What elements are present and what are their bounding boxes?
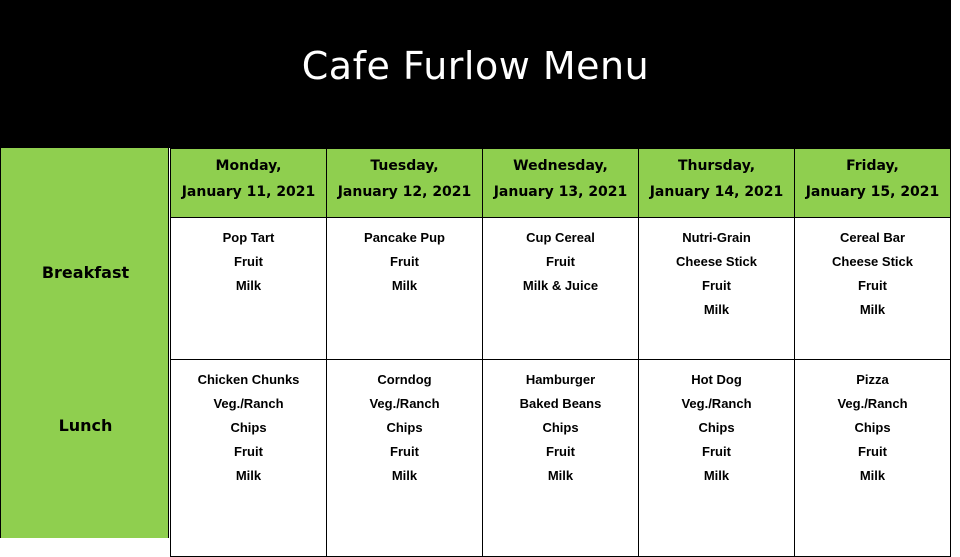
breakfast-cell-monday [171, 218, 327, 360]
menu-item: Milk [547, 468, 574, 483]
menu-item: Cheese Stick [832, 254, 913, 269]
menu-item: Veg./Ranch [213, 396, 284, 411]
day-name: Friday, [846, 158, 899, 174]
day-header-row [171, 149, 951, 218]
breakfast-cell-thursday [639, 218, 795, 360]
lunch-cell-monday [171, 360, 327, 557]
day-date: January 11, 2021 [181, 184, 316, 200]
lunch-row [171, 360, 951, 557]
lunch-cell-thursday [639, 360, 795, 557]
meal-label-column [0, 148, 169, 538]
menu-item: Milk [235, 468, 262, 483]
lunch-cell-tuesday [327, 360, 483, 557]
menu-item: Fruit [390, 444, 419, 459]
menu-item: Chips [542, 420, 579, 435]
breakfast-cell-wednesday [483, 218, 639, 360]
menu-item: Chips [854, 420, 891, 435]
menu-item: Hot Dog [691, 372, 742, 387]
menu-item: Fruit [546, 444, 575, 459]
day-name: Tuesday, [370, 158, 439, 174]
menu-item: Chips [230, 420, 267, 435]
day-name: Wednesday, [513, 158, 608, 174]
day-header-monday [171, 149, 327, 218]
day-name: Thursday, [677, 158, 756, 174]
menu-item: Milk [235, 278, 262, 293]
day-name: Monday, [215, 158, 282, 174]
day-header-friday [795, 149, 951, 218]
menu-item: Cereal Bar [839, 230, 906, 245]
day-date: January 13, 2021 [493, 184, 628, 200]
menu-item: Milk [859, 468, 886, 483]
menu-item: Pop Tart [222, 230, 275, 245]
menu-item: Fruit [858, 278, 887, 293]
menu-item: Baked Beans [519, 396, 602, 411]
day-header-wednesday [483, 149, 639, 218]
menu-item: Cheese Stick [676, 254, 757, 269]
breakfast-cell-friday [795, 218, 951, 360]
menu-item: Cup Cereal [526, 230, 595, 245]
menu-item: Corndog [377, 372, 432, 387]
title-banner [0, 0, 951, 148]
menu-item: Pancake Pup [364, 230, 445, 245]
day-header-tuesday [327, 149, 483, 218]
day-header-thursday [639, 149, 795, 218]
breakfast-label: Breakfast [41, 263, 130, 282]
menu-item: Chips [698, 420, 735, 435]
menu-item: Nutri-Grain [682, 230, 751, 245]
menu-item: Chicken Chunks [197, 372, 300, 387]
menu-item: Hamburger [525, 372, 596, 387]
lunch-cell-friday [795, 360, 951, 557]
page-title: Cafe Furlow Menu [301, 44, 650, 88]
menu-item: Veg./Ranch [369, 396, 440, 411]
menu-item: Milk [391, 278, 418, 293]
lunch-label: Lunch [58, 416, 113, 435]
menu-item: Milk & Juice [522, 278, 599, 293]
menu-table [170, 148, 951, 557]
breakfast-cell-tuesday [327, 218, 483, 360]
menu-item: Fruit [702, 278, 731, 293]
menu-item: Fruit [390, 254, 419, 269]
breakfast-row [171, 218, 951, 360]
menu-item: Veg./Ranch [681, 396, 752, 411]
menu-item: Fruit [234, 254, 263, 269]
lunch-cell-wednesday [483, 360, 639, 557]
menu-item: Fruit [702, 444, 731, 459]
menu-item: Milk [703, 302, 730, 317]
menu-item: Fruit [546, 254, 575, 269]
menu-item: Veg./Ranch [837, 396, 908, 411]
menu-item: Milk [859, 302, 886, 317]
menu-item: Milk [703, 468, 730, 483]
menu-item: Pizza [856, 372, 889, 387]
day-date: January 15, 2021 [805, 184, 940, 200]
menu-item: Fruit [234, 444, 263, 459]
menu-item: Fruit [858, 444, 887, 459]
menu-item: Milk [391, 468, 418, 483]
day-date: January 14, 2021 [649, 184, 784, 200]
menu-item: Chips [386, 420, 423, 435]
day-date: January 12, 2021 [337, 184, 472, 200]
